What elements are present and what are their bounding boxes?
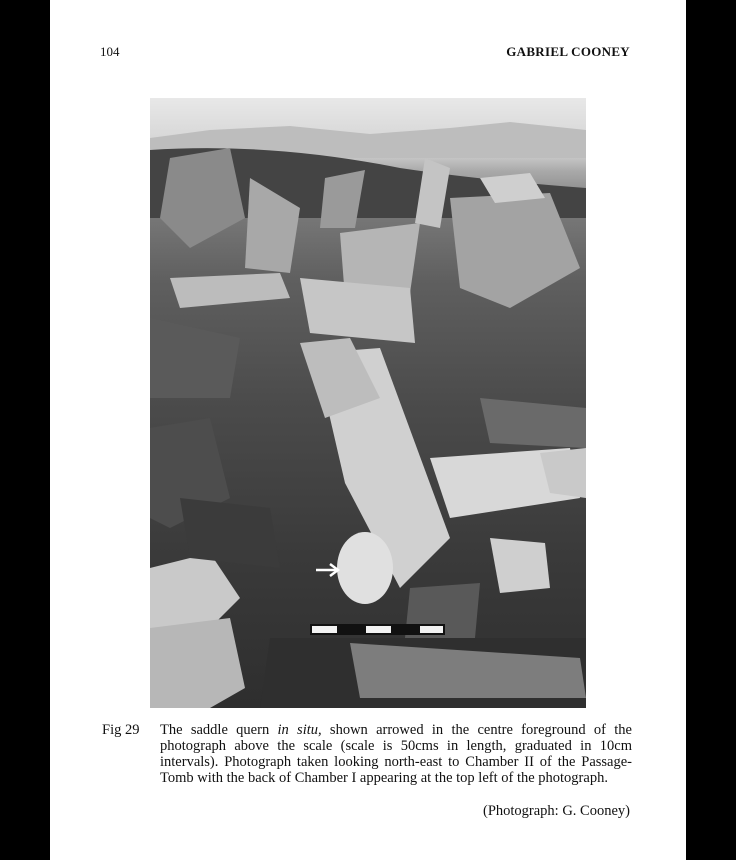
running-head: GABRIEL COONEY (506, 44, 630, 59)
caption-text-part: shown arrowed in the centre foreground of the photograph above the scale (scale is 50cms in length, graduated in 10cm intervals). Photograph taken looking north-east to Chamber II of the Passage-Tomb with the back of Chamber I appearing at the top left of the photograph. (160, 722, 632, 786)
caption-text (160, 722, 632, 786)
scale-bar (310, 624, 445, 635)
photo-credit: (Photograph: G. Cooney) (483, 803, 630, 819)
page (50, 0, 686, 860)
photograph-illustration (150, 98, 586, 708)
figure-photograph (150, 98, 586, 708)
arrow-icon (316, 564, 338, 576)
caption-text-part: The saddle quern (160, 722, 278, 738)
page-number: 104 (100, 44, 120, 59)
figure-label: Fig 29 (102, 722, 140, 738)
page-header (50, 44, 686, 64)
caption-italic-term: in situ, (277, 722, 322, 738)
